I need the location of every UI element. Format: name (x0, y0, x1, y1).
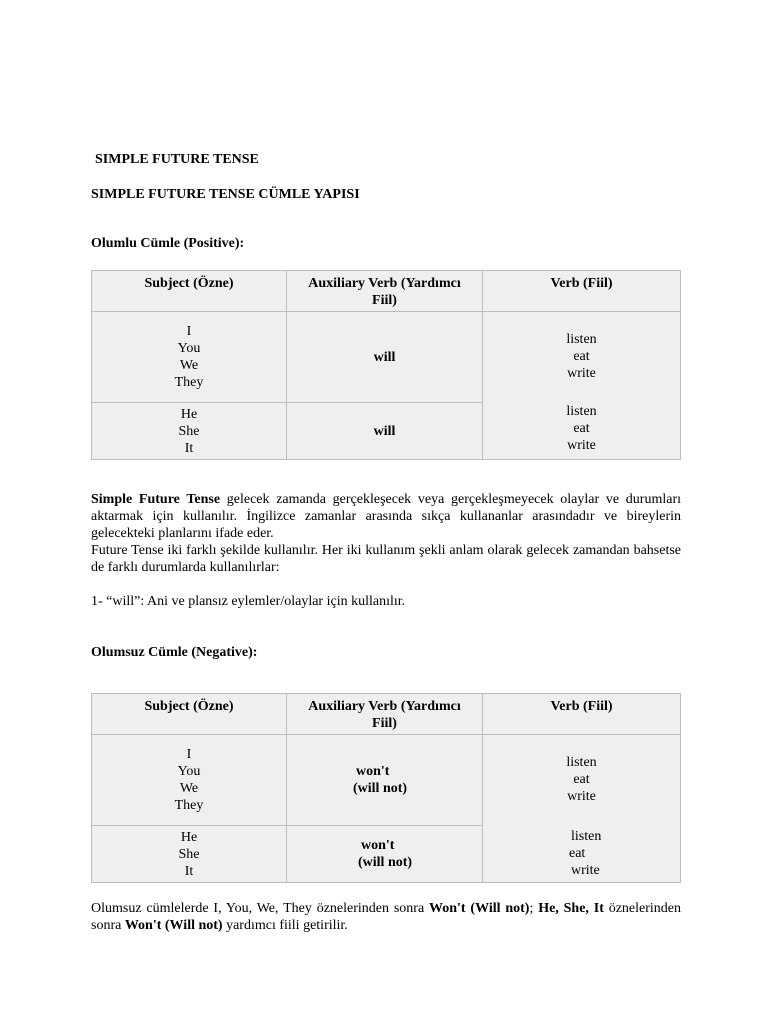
verb: listen (566, 755, 597, 770)
verb: eat (569, 846, 586, 861)
subjects-cell (92, 403, 287, 460)
negative-heading: Olumsuz Cümle (Negative): (91, 645, 258, 660)
closing-text: ; (529, 901, 539, 916)
verbs-cell (483, 735, 681, 883)
subject: We (179, 781, 199, 796)
subjects-cell (92, 826, 287, 883)
aux-word: (will not) (358, 855, 413, 870)
subject: It (184, 440, 194, 456)
verb: listen (566, 332, 597, 347)
subject: He (180, 406, 198, 422)
header-auxiliary: Auxiliary Verb (Yardımcı Fiil) (287, 271, 483, 312)
will-usage-item: 1- “will”: Ani ve plansız eylemler/olaylar için kullanılır. (91, 594, 406, 609)
bold-term: Simple Future Tense (91, 492, 221, 507)
subject: It (184, 863, 194, 879)
subject: She (178, 846, 200, 862)
auxiliary-cell: will (287, 403, 483, 460)
subject: You (177, 341, 201, 356)
negative-table (91, 693, 681, 883)
subject: He (180, 829, 198, 845)
verb: write (567, 438, 596, 453)
paragraph-text: gelecek zamanda gerçekleşecek veya gerçekleşmeyecek olaylar ve durumları aktarmak için kullanılır. İngilizce zamanlar arasında sıkça kullananlar arasındadır ve bireylerin gelecekteki planlarını ifade eder. (91, 492, 681, 541)
paragraph: Future Tense iki farklı şekilde kullanılır. Her iki kullanım şekli anlam olarak gelecek zamandan bahsetse de farklı durumlarda kullanılırlar: (91, 543, 681, 575)
header-verb: Verb (Fiil) (483, 271, 681, 312)
subject: I (186, 747, 192, 762)
paragraph (91, 491, 681, 542)
verb: write (567, 366, 596, 381)
subject: You (177, 764, 201, 779)
positive-heading: Olumlu Cümle (Positive): (91, 236, 245, 251)
verb: write (571, 863, 600, 878)
aux-word: won't (356, 764, 390, 779)
structure-heading: SIMPLE FUTURE TENSE CÜMLE YAPISI (91, 187, 360, 202)
verb: eat (573, 421, 590, 436)
positive-table (91, 270, 681, 460)
verb: listen (571, 829, 602, 844)
aux-word: won't (361, 838, 395, 853)
subjects-cell (92, 312, 287, 403)
subjects-cell (92, 735, 287, 826)
aux-word: (will not) (353, 781, 408, 796)
closing-paragraph (91, 900, 681, 934)
header-subject: Subject (Özne) (92, 271, 287, 312)
auxiliary-cell (287, 735, 483, 826)
auxiliary-cell: will (287, 312, 483, 403)
main-title: SIMPLE FUTURE TENSE (95, 152, 259, 167)
verbs-cell (483, 312, 681, 460)
closing-text: öznelerinden sonra (91, 901, 682, 933)
subject: We (179, 358, 199, 373)
header-subject: Subject (Özne) (92, 694, 287, 735)
closing-text: Olumsuz cümlelerde I, You, We, They öznelerinden sonra (91, 901, 430, 916)
header-verb: Verb (Fiil) (483, 694, 681, 735)
verb: write (567, 789, 596, 804)
bold-term: He, She, It (538, 901, 604, 916)
verb: listen (566, 404, 597, 419)
bold-term: Won't (Will not) (124, 918, 223, 933)
subject: They (174, 798, 204, 813)
auxiliary-cell (287, 826, 483, 883)
subject: They (174, 375, 204, 390)
verb: eat (573, 772, 590, 787)
verb: eat (573, 349, 590, 364)
subject: I (186, 324, 192, 339)
bold-term: Won't (Will not) (429, 901, 530, 916)
header-auxiliary: Auxiliary Verb (Yardımcı Fiil) (287, 694, 483, 735)
subject: She (178, 423, 200, 439)
explanation-text (91, 491, 681, 576)
closing-text: yardımcı fiili getirilir. (222, 918, 348, 933)
